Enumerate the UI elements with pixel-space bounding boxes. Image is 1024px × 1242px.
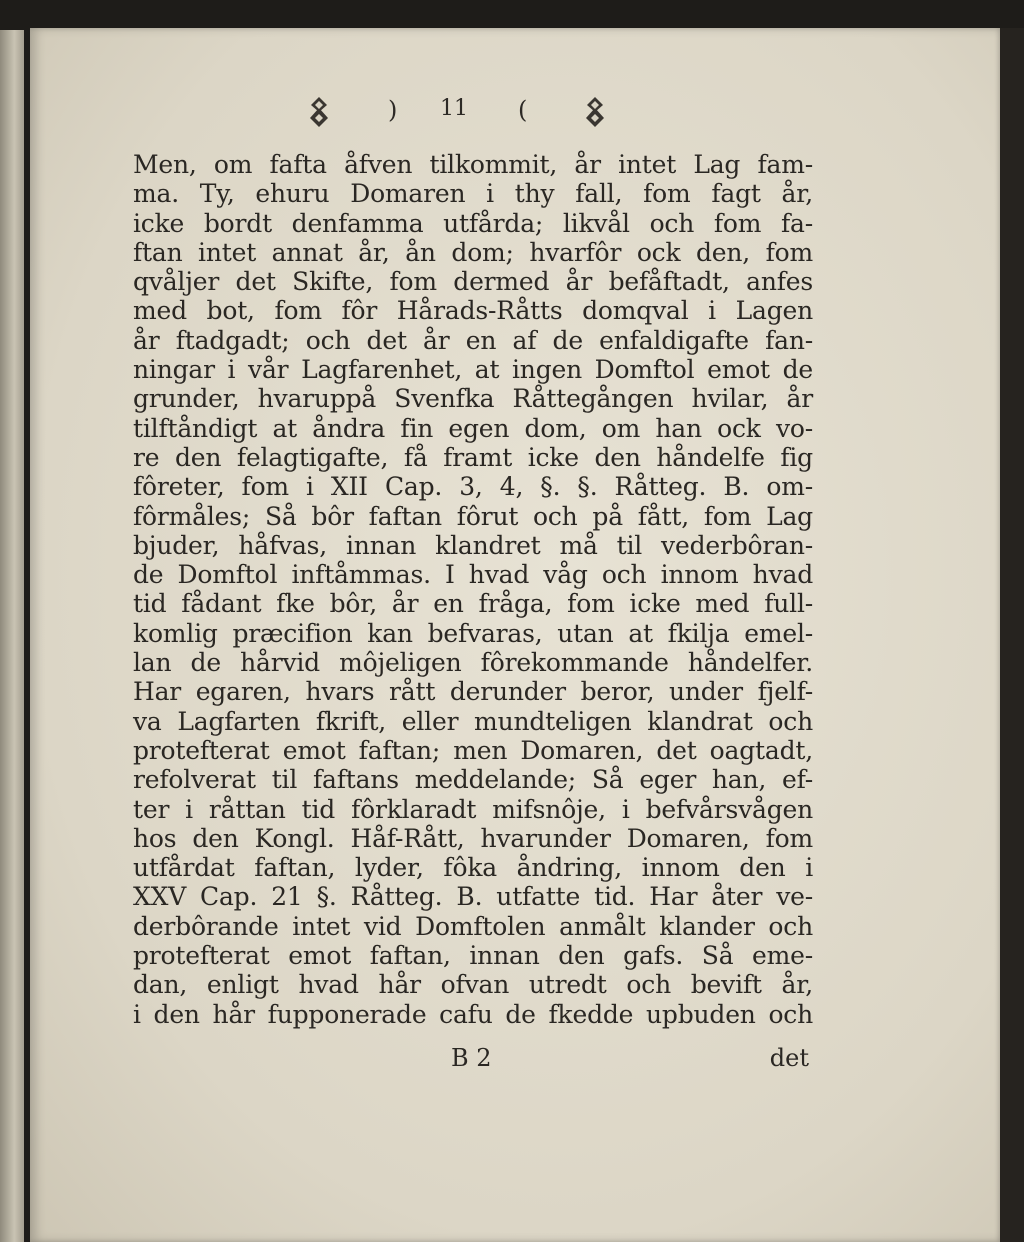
text-line: Men, om fafta åfven tilkommit, år intet Lag fam- [133,150,813,179]
text-line: protefterat emot faftan; men Domaren, det oagtadt, [133,735,813,765]
text-line: re den felagtigafte, få framt icke den håndelfe fig [133,442,813,472]
text-line: ma. Ty, ehuru Domaren i thy fall, fom fagt år, [133,179,813,209]
text-line: med bot, fom fôr Hårads-Råtts domqval i Lagen [133,296,813,326]
text-line: va Lagfarten fkrift, eller mundteligen klandrat och [133,706,813,736]
text-line: fôreter, fom i XII Cap. 3, 4, §. §. Råtteg. B. om- [133,472,813,502]
text-line: hos den Kongl. Håf-Rått, hvarunder Domaren, fom [133,823,813,853]
header-left-bracket: ( [518,96,528,124]
text-line: icke bordt denfamma utfårda; likvål och fom fa- [133,208,813,238]
text-line: komlig præcifion kan befvaras, utan at fkilja emel- [133,618,813,648]
text-line: ftan intet annat år, ån dom; hvarfôr ock den, fom [133,237,813,267]
text-line: ter i råttan tid fôrklaradt mifsnôje, i befvårsvågen [133,794,813,824]
text-line: ningar i vår Lagfarenhet, at ingen Domftol emot de [133,355,813,385]
header-right-bracket: ) [388,96,398,124]
text-line: bjuder, håfvas, innan klandret må til vederbôran- [133,530,813,560]
text-line: utfårdat faftan, lyder, fôka åndring, innom den i [133,853,813,883]
page-footer [133,1044,813,1076]
text-line: tid fådant fke bôr, år en fråga, fom icke med full- [133,589,813,619]
catchword: det [769,1044,809,1072]
text-line: Har egaren, hvars rått derunder beror, under fjelf- [133,677,813,707]
text-line: derbôrande intet vid Domftolen anmålt klander och [133,911,813,941]
text-line: fôrmåles; Så bôr faftan fôrut och på fått, fom Lag [133,501,813,531]
text-line: protefterat emot faftan, innan den gafs. Så eme- [133,941,813,971]
running-header [300,96,630,136]
text-line: grunder, hvaruppå Svenfka Råttegången hvilar, år [133,384,813,414]
printer-ornament-icon [582,96,608,128]
body-paragraph [133,150,813,1029]
page-number: 11 [440,96,468,121]
text-line: tilftåndigt at åndra fin egen dom, om han ock vo- [133,413,813,443]
text-line: år ftadgadt; och det år en af de enfaldigafte fan- [133,325,813,355]
text-line: refolverat til faftans meddelande; Så eger han, ef- [133,765,813,795]
text-line: de Domftol inftåmmas. I hvad våg och innom hvad [133,560,813,590]
text-line: qvåljer det Skifte, fom dermed år befåftadt, anfes [133,267,813,297]
signature-mark: B 2 [451,1044,492,1072]
text-line: lan de hårvid môjeligen fôrekommande håndelfer. [133,648,813,678]
text-line: i den hår fupponerade cafu de fkedde upbuden och [133,999,813,1029]
scan-background-edge [1000,28,1024,1242]
text-line: dan, enligt hvad hår ofvan utredt och bevift år, [133,970,813,1000]
previous-page-edge [0,30,24,1242]
text-line: XXV Cap. 21 §. Råtteg. B. utfatte tid. Har åter ve- [133,882,813,912]
printer-ornament-icon [306,96,332,128]
